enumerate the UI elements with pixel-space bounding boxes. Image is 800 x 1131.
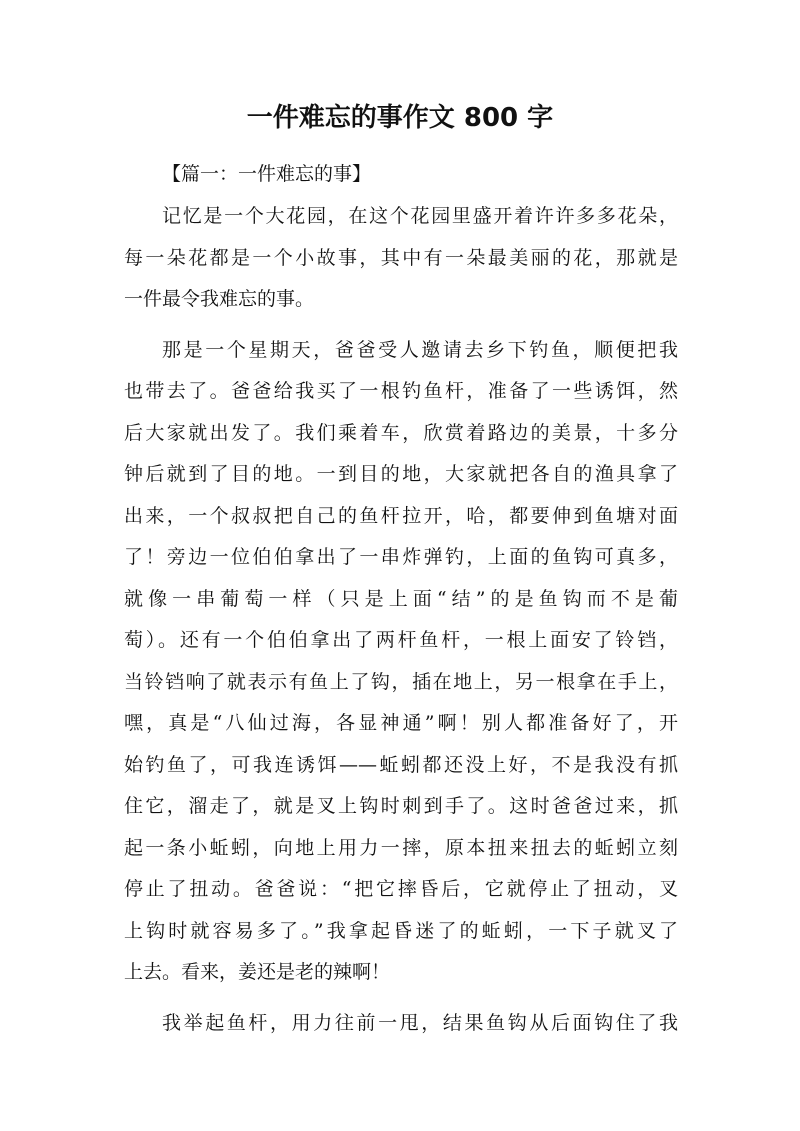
text-line: 就像一串葡萄一样（只是上面“结”的是鱼钩而不是葡 [124,587,678,610]
text-line: 停止了扭动。爸爸说：“把它摔昏后，它就停止了扭动，叉 [124,878,678,900]
text-line: 萄）。还有一个伯伯拿出了两杆鱼杆，一根上面安了铃铛， [124,629,678,651]
text-line: 嘿，真是“八仙过海，各显神通”啊！别人都准备好了，开 [124,712,678,734]
text-line: 当铃铛响了就表示有鱼上了钩，插在地上，另一根拿在手上， [124,670,678,693]
text-line: 上去。看来，姜还是老的辣啊！ [124,961,391,983]
text-line: 起一条小蚯蚓，向地上用力一摔，原本扭来扭去的蚯蚓立刻 [124,836,678,859]
text-line: 每一朵花都是一个小故事，其中有一朵最美丽的花，那就是 [124,246,678,269]
document-body [124,196,678,1053]
page-title: 一件难忘的事作文 800 字 [246,103,554,133]
text-line: 上钩时就容易多了。”我拿起昏迷了的蚯蚓，一下子就叉了 [124,919,678,942]
paragraph [124,196,678,321]
text-line: 也带去了。爸爸给我买了一根钓鱼杆，准备了一些诱饵，然 [124,380,678,402]
text-line: 我举起鱼杆，用力往前一甩，结果鱼钩从后面钩住了我 [162,1011,678,1034]
text-line: 出来，一个叔叔把自己的鱼杆拉开，哈，都要伸到鱼塘对面 [124,504,678,527]
paragraph [124,1003,678,1045]
section-heading: 【篇一：一件难忘的事】 [162,163,372,185]
text-line: 后大家就出发了。我们乘着车，欣赏着路边的美景，十多分 [124,421,678,444]
text-line: 钟后就到了目的地。一到目的地，大家就把各自的渔具拿了 [124,463,678,485]
text-line: 记忆是一个大花园，在这个花园里盛开着许许多多花朵， [162,205,678,227]
text-line: 始钓鱼了，可我连诱饵——蚯蚓都还没上好，不是我没有抓 [124,753,678,776]
text-line: 了！旁边一位伯伯拿出了一串炸弹钓，上面的鱼钩可真多， [124,546,678,568]
text-line: 那是一个星期天，爸爸受人邀请去乡下钓鱼，顺便把我 [162,338,678,361]
paragraph [124,330,678,994]
text-line: 一件最令我难忘的事。 [124,288,315,310]
text-line: 住它，溜走了，就是叉上钩时刺到手了。这时爸爸过来，抓 [124,795,678,817]
